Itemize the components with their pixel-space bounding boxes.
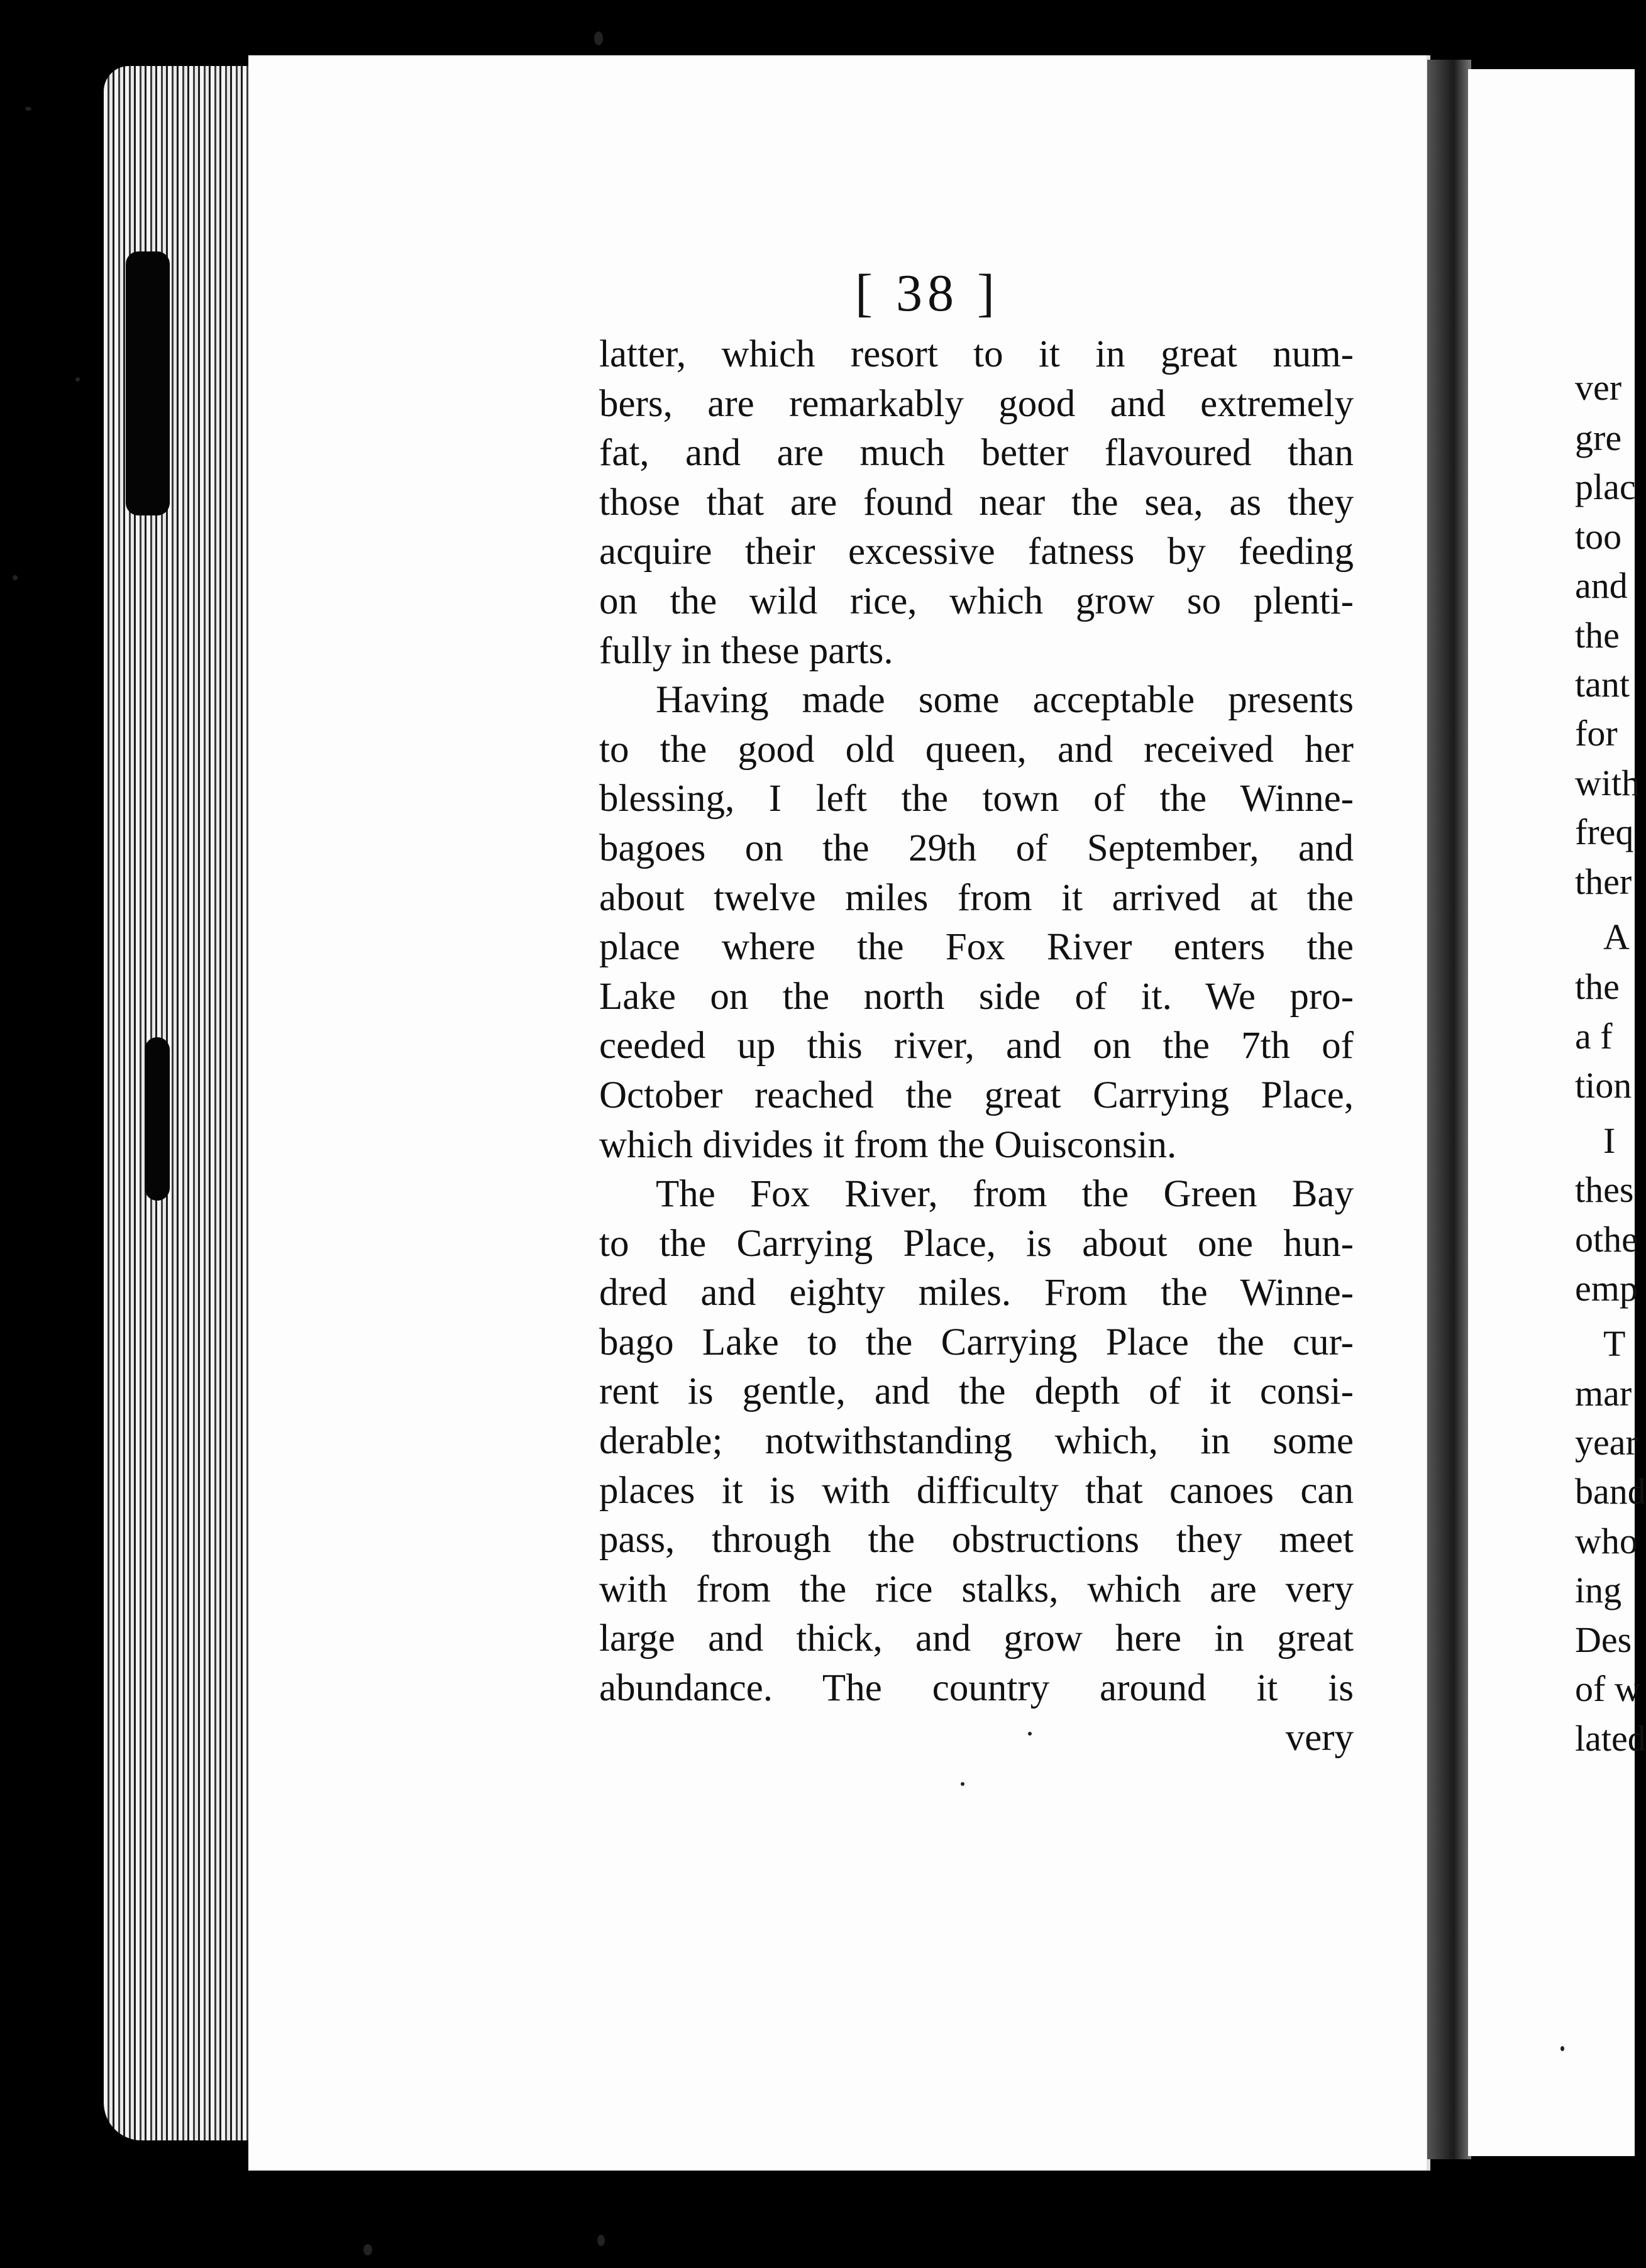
- partial-text-line: too: [1575, 516, 1622, 557]
- partial-text-line: band: [1575, 1471, 1646, 1512]
- gutter: [1427, 60, 1471, 2159]
- dust-speck: [13, 575, 18, 580]
- dust-speck: [1560, 2046, 1564, 2051]
- text-line: pass, through the obstructions they meet: [599, 1519, 1354, 1561]
- partial-text-line: othe: [1575, 1219, 1638, 1260]
- text-line: acquire their excessive fatness by feeding: [599, 531, 1354, 573]
- partial-text-line: ver: [1575, 367, 1622, 408]
- binding-shadow: [126, 251, 170, 515]
- page-number-header: [ 38 ]: [855, 264, 1000, 322]
- text-line: bagoes on the 29th of September, and: [599, 827, 1354, 869]
- partial-text-line: who: [1575, 1521, 1638, 1561]
- page-body-text: [599, 330, 1354, 1763]
- text-line: The Fox River, from the Green Bay: [656, 1173, 1354, 1216]
- partial-text-line: and: [1575, 565, 1628, 606]
- text-line: Lake on the north side of it. We pro-: [599, 975, 1354, 1018]
- text-line: about twelve miles from it arrived at the: [599, 876, 1354, 919]
- dust-speck: [1028, 1732, 1032, 1736]
- text-line: places it is with difficulty that canoes can: [599, 1469, 1354, 1512]
- partial-text-line: the: [1575, 966, 1620, 1007]
- partial-text-line: I: [1603, 1120, 1616, 1161]
- text-line: dred and eighty miles. From the Winne-: [599, 1272, 1354, 1314]
- text-line: those that are found near the sea, as they: [599, 481, 1354, 524]
- text-line: derable; notwithstanding which, in some: [599, 1420, 1354, 1463]
- text-line: to the Carrying Place, is about one hun-: [599, 1222, 1354, 1265]
- partial-text-line: ing: [1575, 1570, 1622, 1610]
- text-line: place where the Fox River enters the: [599, 926, 1354, 969]
- partial-text-line: freq: [1575, 812, 1634, 852]
- text-line: ceeded up this river, and on the 7th of: [599, 1025, 1354, 1067]
- text-line: rent is gentle, and the depth of it consi-: [599, 1370, 1354, 1413]
- partial-text-line: gre: [1575, 417, 1622, 458]
- dust-speck: [961, 1782, 964, 1786]
- dust-speck: [25, 107, 31, 111]
- dust-speck: [594, 31, 603, 45]
- partial-text-line: A: [1603, 917, 1630, 957]
- text-line: which divides it from the Ouisconsin.: [599, 1123, 1177, 1166]
- text-line: fat, and are much better flavoured than: [599, 432, 1354, 475]
- text-line: with from the rice stalks, which are very: [599, 1568, 1354, 1610]
- partial-text-line: of w: [1575, 1668, 1641, 1709]
- text-line: blessing, I left the town of the Winne-: [599, 778, 1354, 820]
- catchword: very: [1285, 1716, 1354, 1759]
- text-line: to the good old queen, and received her: [599, 728, 1354, 771]
- text-line: abundance. The country around it is: [599, 1667, 1354, 1710]
- binding-shadow: [145, 1037, 170, 1201]
- text-line: Having made some acceptable presents: [656, 679, 1354, 722]
- partial-text-line: mar: [1575, 1373, 1632, 1414]
- text-line: fully in these parts.: [599, 629, 893, 672]
- text-line: October reached the great Carrying Place,: [599, 1074, 1354, 1116]
- partial-text-line: thes: [1575, 1169, 1634, 1210]
- partial-text-line: a f: [1575, 1016, 1613, 1057]
- partial-text-line: year: [1575, 1422, 1638, 1463]
- partial-text-line: ther: [1575, 861, 1632, 902]
- partial-text-line: the: [1575, 615, 1620, 656]
- text-line: on the wild rice, which grow so plenti-: [599, 580, 1354, 622]
- partial-text-line: for: [1575, 713, 1618, 754]
- dust-speck: [597, 2235, 605, 2246]
- partial-text-line: tion: [1575, 1065, 1632, 1106]
- partial-text-line: emp: [1575, 1268, 1638, 1309]
- partial-text-line: plac: [1575, 466, 1636, 507]
- partial-text-line: tant: [1575, 664, 1630, 705]
- text-line: bago Lake to the Carrying Place the cur-: [599, 1321, 1354, 1363]
- partial-text-line: Des: [1575, 1619, 1632, 1660]
- partial-text-line: T: [1603, 1323, 1626, 1364]
- text-line: latter, which resort to it in great num-: [599, 333, 1354, 375]
- text-line: large and thick, and grow here in great: [599, 1617, 1354, 1660]
- dust-speck: [75, 377, 80, 382]
- partial-text-line: lated: [1575, 1718, 1646, 1759]
- dust-speck: [363, 2244, 372, 2255]
- text-line: bers, are remarkably good and extremely: [599, 382, 1354, 425]
- partial-text-line: with: [1575, 762, 1640, 803]
- right-page-partial: [1468, 69, 1646, 2156]
